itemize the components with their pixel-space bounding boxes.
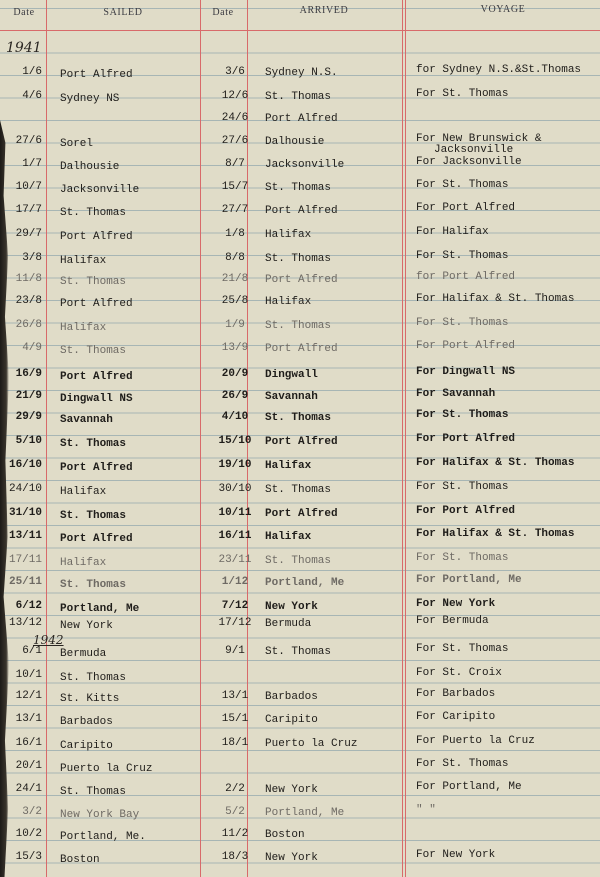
sailed-port-cell: Bermuda [60,648,107,660]
sailed-date-cell: 25/11 [8,576,42,588]
arrived-port-cell: St. Thomas [265,555,332,567]
sailed-date-cell: 15/3 [15,851,42,863]
arrived-port-cell: Boston [265,829,305,841]
header-arrived: ARRIVED [299,5,349,16]
sailed-date-cell: 16/9 [15,368,42,380]
sailed-date-cell: 4/6 [22,90,42,102]
sailed-port-cell: Portland, Me. [60,831,146,843]
arrived-port-cell: St. Thomas [265,484,332,496]
header-voyage: VOYAGE [480,4,526,15]
sailed-date-cell: 13/1 [15,713,42,725]
voyage-cell: For Halifax [416,226,489,238]
sailed-date-cell: 29/7 [15,228,42,240]
sailed-date-cell: 16/1 [15,737,42,749]
voyage-cell: For St. Thomas [416,317,509,329]
sailed-port-cell: Boston [60,854,100,866]
sailed-port-cell: Port Alfred [60,371,133,383]
voyage-cell: For New York [416,598,496,610]
voyage-cell: For Halifax & St. Thomas [416,528,575,540]
sailed-date-cell: 6/12 [15,600,42,612]
arrived-date-cell: 19/10 [218,459,252,471]
arrived-date-cell: 27/6 [221,135,249,147]
voyage-cell: For St. Croix [416,667,502,679]
arrived-port-cell: Port Alfred [265,205,338,217]
sailed-port-cell: Sydney NS [60,93,120,105]
arrived-date-cell: 8/8 [225,252,245,264]
sailed-date-cell: 17/11 [8,554,42,566]
voyage-cell: For Bermuda [416,615,489,627]
arrived-date-cell: 12/6 [221,90,249,102]
arrived-date-cell: 26/9 [221,390,249,402]
sailed-date-cell: 11/8 [15,273,42,285]
sailed-date-cell: 27/6 [15,135,42,147]
arrived-port-cell: New York [265,852,318,864]
sailed-port-cell: Savannah [60,414,113,426]
sailed-date-cell: 10/1 [15,669,42,681]
sailed-date-cell: 1/6 [22,66,42,78]
arrived-port-cell: Port Alfred [265,436,338,448]
voyage-cell: For New York [416,849,496,861]
arrived-date-cell: 1/8 [225,228,245,240]
sailed-port-cell: Halifax [60,255,107,267]
sailed-port-cell: St. Kitts [60,693,120,705]
sailed-port-cell: Dalhousie [60,161,120,173]
voyage-cell: For Portland, Me [416,781,522,793]
arrived-date-cell: 30/10 [218,483,252,495]
voyage-cell: For St. Thomas [416,643,509,655]
arrived-date-cell: 2/2 [225,783,245,795]
arrived-date-cell: 4/10 [221,411,249,423]
arrived-date-cell: 11/2 [221,828,249,840]
voyage-cell: For Caripito [416,711,496,723]
arrived-port-cell: Barbados [265,691,318,703]
year-label-1942: 1942 [33,633,64,647]
sailed-date-cell: 13/12 [8,617,42,629]
column-rule [402,0,403,877]
arrived-date-cell: 1/12 [221,576,249,588]
sailed-port-cell: Port Alfred [60,462,133,474]
year-label-1941: 1941 [6,40,42,56]
voyage-cell: for Sydney N.S.&St.Thomas [416,64,582,76]
arrived-port-cell: Bermuda [265,618,312,630]
sailed-date-cell: 29/9 [15,411,42,423]
sailed-port-cell: St. Thomas [60,510,127,522]
voyage-cell: For Puerto la Cruz [416,735,535,747]
arrived-port-cell: Puerto la Cruz [265,738,358,750]
arrived-date-cell: 10/11 [218,507,252,519]
sailed-date-cell: 5/10 [15,435,42,447]
arrived-port-cell: New York [265,601,318,613]
sailed-port-cell: New York Bay [60,809,140,821]
sailed-port-cell: Halifax [60,322,107,334]
arrived-date-cell: 25/8 [221,295,249,307]
arrived-port-cell: St. Thomas [265,646,332,658]
sailed-date-cell: 16/10 [8,459,42,471]
arrived-date-cell: 13/1 [221,690,249,702]
sailed-date-cell: 4/9 [22,342,42,354]
header-date-sailed: Date [13,7,35,18]
sailed-port-cell: St. Thomas [60,438,127,450]
arrived-date-cell: 16/11 [218,530,252,542]
arrived-port-cell: St. Thomas [265,182,332,194]
voyage-cell: For Port Alfred [416,202,516,214]
sailed-port-cell: Halifax [60,486,107,498]
voyage-cell: For Savannah [416,388,496,400]
sailed-date-cell: 24/1 [15,783,42,795]
arrived-port-cell: New York [265,784,318,796]
arrived-date-cell: 1/9 [225,319,245,331]
voyage-cell: for Port Alfred [416,271,516,283]
sailed-port-cell: St. Thomas [60,579,127,591]
voyage-cell: For Port Alfred [416,433,516,445]
voyage-cell: For Port Alfred [416,340,516,352]
voyage-cell: For Jacksonville [416,156,522,168]
sailed-port-cell: Port Alfred [60,298,133,310]
arrived-date-cell: 13/9 [221,342,249,354]
sailed-date-cell: 31/10 [8,507,42,519]
sailed-port-cell: Dingwall NS [60,393,133,405]
arrived-port-cell: Portland, Me [265,577,345,589]
column-rule [46,0,47,877]
arrived-date-cell: 23/11 [218,554,252,566]
sailed-port-cell: Port Alfred [60,533,133,545]
arrived-port-cell: Port Alfred [265,274,338,286]
arrived-port-cell: Halifax [265,229,312,241]
sailed-date-cell: 23/8 [15,295,42,307]
voyage-cell: For Barbados [416,688,496,700]
voyage-cell: For St. Thomas [416,758,509,770]
arrived-date-cell: 18/1 [221,737,249,749]
sailed-port-cell: Halifax [60,557,107,569]
sailed-port-cell: Sorel [60,138,94,150]
sailed-date-cell: 24/10 [8,483,42,495]
arrived-port-cell: Caripito [265,714,318,726]
header-sailed: SAILED [103,7,143,18]
voyage-cell: " " [416,804,436,816]
voyage-cell: For New Brunswick & [416,133,542,145]
arrived-date-cell: 5/2 [225,806,245,818]
sailed-date-cell: 17/7 [15,204,42,216]
arrived-date-cell: 24/6 [221,112,249,124]
voyage-cell: For St. Thomas [416,88,509,100]
arrived-date-cell: 15/10 [218,435,252,447]
header-rule [0,30,600,31]
sailed-port-cell: Puerto la Cruz [60,763,153,775]
sailed-date-cell: 12/1 [15,690,42,702]
arrived-date-cell: 8/7 [225,158,245,170]
sailed-port-cell: St. Thomas [60,207,127,219]
arrived-date-cell: 9/1 [225,645,245,657]
arrived-port-cell: Sydney N.S. [265,67,338,79]
sailed-date-cell: 10/7 [15,181,42,193]
arrived-date-cell: 18/3 [221,851,249,863]
voyage-cell: For St. Thomas [416,409,509,421]
arrived-port-cell: Dalhousie [265,136,325,148]
voyage-cell: For Halifax & St. Thomas [416,293,575,305]
arrived-date-cell: 7/12 [221,600,249,612]
sailed-port-cell: St. Thomas [60,276,127,288]
voyage-cell: For St. Thomas [416,552,509,564]
sailed-date-cell: 10/2 [15,828,42,840]
voyage-cell: For Port Alfred [416,505,516,517]
sailed-port-cell: Port Alfred [60,69,133,81]
voyage-cell: For St. Thomas [416,179,509,191]
sailed-port-cell: New York [60,620,113,632]
header-date-arrived: Date [212,7,234,18]
arrived-port-cell: St. Thomas [265,412,332,424]
sailed-port-cell: St. Thomas [60,345,127,357]
voyage-cell-continuation: Jacksonville [434,144,514,156]
sailed-date-cell: 21/9 [15,390,42,402]
arrived-port-cell: St. Thomas [265,91,332,103]
arrived-date-cell: 15/7 [221,181,249,193]
arrived-port-cell: St. Thomas [265,253,332,265]
sailed-port-cell: Barbados [60,716,113,728]
voyage-cell: For Dingwall NS [416,366,516,378]
sailed-date-cell: 6/1 [22,645,42,657]
voyage-cell: For St. Thomas [416,481,509,493]
arrived-date-cell: 3/6 [225,66,245,78]
arrived-date-cell: 21/8 [221,273,249,285]
arrived-port-cell: Port Alfred [265,508,338,520]
voyage-cell: For Portland, Me [416,574,522,586]
sailed-date-cell: 20/1 [15,760,42,772]
arrived-date-cell: 27/7 [221,204,249,216]
voyage-cell: For St. Thomas [416,250,509,262]
arrived-date-cell: 20/9 [221,368,249,380]
arrived-port-cell: Port Alfred [265,343,338,355]
arrived-port-cell: Savannah [265,391,318,403]
arrived-port-cell: Dingwall [265,369,318,381]
sailed-date-cell: 1/7 [22,158,42,170]
sailed-port-cell: Portland, Me [60,603,140,615]
arrived-port-cell: Portland, Me [265,807,345,819]
column-rule [200,0,201,877]
voyage-cell: For Halifax & St. Thomas [416,457,575,469]
arrived-port-cell: St. Thomas [265,320,332,332]
sailed-port-cell: Caripito [60,740,113,752]
sailed-date-cell: 26/8 [15,319,42,331]
sailed-port-cell: Port Alfred [60,231,133,243]
arrived-port-cell: Port Alfred [265,113,338,125]
sailed-date-cell: 3/2 [22,806,42,818]
arrived-date-cell: 15/1 [221,713,249,725]
sailed-port-cell: Jacksonville [60,184,140,196]
sailed-port-cell: St. Thomas [60,672,127,684]
arrived-port-cell: Halifax [265,296,312,308]
sailed-date-cell: 3/8 [22,252,42,264]
arrived-port-cell: Halifax [265,460,312,472]
sailed-port-cell: St. Thomas [60,786,127,798]
arrived-port-cell: Jacksonville [265,159,345,171]
sailed-date-cell: 13/11 [8,530,42,542]
arrived-date-cell: 17/12 [218,617,252,629]
arrived-port-cell: Halifax [265,531,312,543]
